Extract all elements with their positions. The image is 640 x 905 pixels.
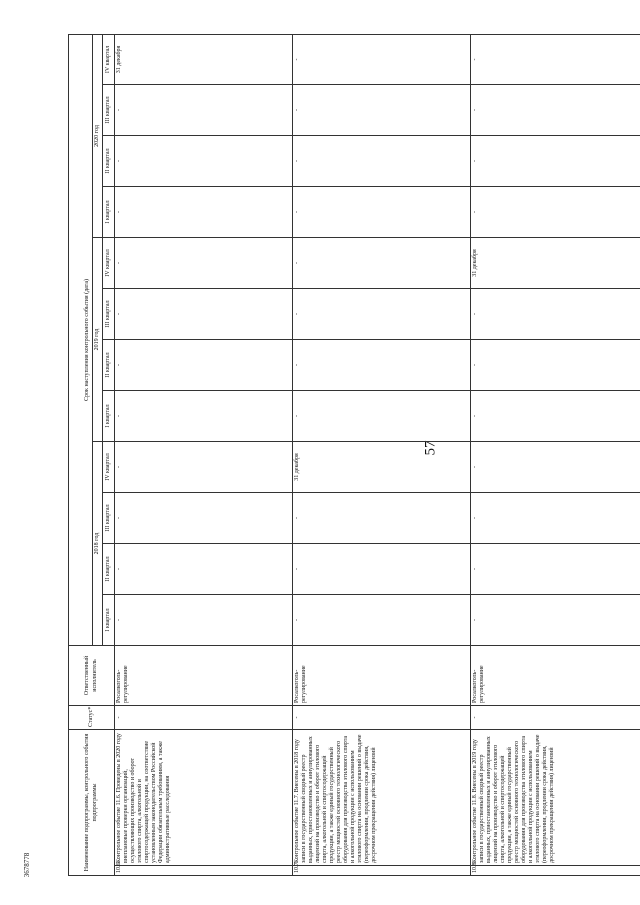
row-name: Контрольное событие 11.6. Проведены в 2020 году внеплановые проверки организаций, осуществляющих производство и оборот этилового спирта, алкогольной и спиртосодержащей продукции, на соответствие установленным законодательством Российской Федерации обязательным требованиям, а также административные расследования bbox=[115, 729, 293, 865]
quarter-cell: - bbox=[115, 84, 293, 135]
quarter-cell: - bbox=[471, 492, 640, 543]
quarter-cell: - bbox=[293, 594, 471, 645]
header-quarter: III квартал bbox=[103, 492, 115, 543]
row-name: Контрольное событие 11.8. Внесены в 2019 году записи в государственный сводный реестр выданных, приостановленных и аннулированных лицензий на производство и оборот этилового спирта, алкогольной и спиртосодержащей продукции, а также единый государственный реестр мощностей основного технологического оборудования для производства этилового спирта и алкогольной продукции с использованием этилового спирта на основании решений о выдаче (переоформлении, продлении срока действия, досрочном прекращении действия) лицензий bbox=[471, 729, 640, 865]
header-quarter: II квартал bbox=[103, 543, 115, 594]
quarter-cell: - bbox=[471, 84, 640, 135]
table-row bbox=[471, 34, 640, 875]
quarter-cell: - bbox=[471, 594, 640, 645]
header-year: 2018 год bbox=[93, 441, 103, 645]
header-year: 2020 год bbox=[93, 34, 103, 237]
quarter-cell: - bbox=[471, 288, 640, 339]
quarter-cell: - bbox=[293, 288, 471, 339]
quarter-cell: - bbox=[115, 237, 293, 288]
row-number: 10.7. bbox=[293, 866, 471, 876]
row-responsible: Росалкоголь-регулирование bbox=[293, 645, 471, 705]
row-responsible: Росалкоголь-регулирование bbox=[115, 645, 293, 705]
header-quarter: III квартал bbox=[103, 288, 115, 339]
rotated-page-content bbox=[68, 36, 640, 876]
quarter-cell: - bbox=[293, 390, 471, 441]
quarter-cell: - bbox=[471, 34, 640, 84]
header-quarter: I квартал bbox=[103, 594, 115, 645]
quarter-cell: 31 декабря bbox=[293, 441, 471, 492]
footer-code: 3678778 bbox=[23, 852, 31, 878]
quarter-cell: - bbox=[471, 390, 640, 441]
row-name: Контрольное событие 11.7. Внесены в 2018 году записи в государственный сводный реестр выданных, приостановленных и аннулированных лицензий на производство и оборот этилового спирта, алкогольной и спиртосодержащей продукции, а также единый государственный реестр мощностей основного технологического оборудования для производства этилового спирта и алкогольной продукции с использованием этилового спирта на основании решений о выдаче (переоформлении, продлении срока действия, досрочном прекращении действия) лицензий bbox=[293, 729, 471, 865]
quarter-cell: - bbox=[115, 135, 293, 186]
quarter-cell: - bbox=[293, 186, 471, 237]
quarter-cell: - bbox=[293, 492, 471, 543]
quarter-cell: - bbox=[293, 237, 471, 288]
quarter-cell: - bbox=[293, 84, 471, 135]
quarter-cell: - bbox=[115, 594, 293, 645]
header-quarter: IV квартал bbox=[103, 441, 115, 492]
row-status: - bbox=[115, 705, 293, 729]
quarter-cell: - bbox=[293, 34, 471, 84]
quarter-cell: - bbox=[115, 390, 293, 441]
table-row bbox=[293, 34, 471, 875]
header-quarter: I квартал bbox=[103, 390, 115, 441]
quarter-cell: - bbox=[293, 339, 471, 390]
quarter-cell: - bbox=[471, 441, 640, 492]
page-number: 57 bbox=[422, 440, 439, 456]
header-quarter: III квартал bbox=[103, 84, 115, 135]
quarter-cell: - bbox=[471, 135, 640, 186]
header-quarter: II квартал bbox=[103, 135, 115, 186]
quarter-cell: - bbox=[115, 186, 293, 237]
table-row bbox=[115, 34, 293, 875]
header-name: Наименование подпрограммы, контрольного события подпрограммы bbox=[69, 729, 115, 875]
quarter-cell: 31 декабря bbox=[115, 34, 293, 84]
control-events-table bbox=[68, 34, 640, 876]
header-responsible: Ответственный исполнитель bbox=[69, 645, 115, 705]
header-quarter: IV квартал bbox=[103, 34, 115, 84]
quarter-cell: - bbox=[115, 441, 293, 492]
row-number: 10.6. bbox=[115, 866, 293, 876]
header-quarter: IV квартал bbox=[103, 237, 115, 288]
quarter-cell: 31 декабря bbox=[471, 237, 640, 288]
row-status: - bbox=[293, 705, 471, 729]
header-quarter: II квартал bbox=[103, 339, 115, 390]
quarter-cell: - bbox=[115, 288, 293, 339]
row-status: - bbox=[471, 705, 640, 729]
quarter-cell: - bbox=[293, 135, 471, 186]
quarter-cell: - bbox=[115, 543, 293, 594]
quarter-cell: - bbox=[115, 492, 293, 543]
row-responsible: Росалкоголь-регулирование bbox=[471, 645, 640, 705]
quarter-cell: - bbox=[471, 543, 640, 594]
header-deadline: Срок наступления контрольного события (дата) bbox=[69, 34, 93, 645]
quarter-cell: - bbox=[471, 186, 640, 237]
quarter-cell: - bbox=[471, 339, 640, 390]
quarter-cell: - bbox=[115, 339, 293, 390]
quarter-cell: - bbox=[293, 543, 471, 594]
header-status: Статус* bbox=[69, 705, 115, 729]
header-year: 2019 год bbox=[93, 237, 103, 441]
header-quarter: I квартал bbox=[103, 186, 115, 237]
row-number: 10.8. bbox=[471, 866, 640, 876]
